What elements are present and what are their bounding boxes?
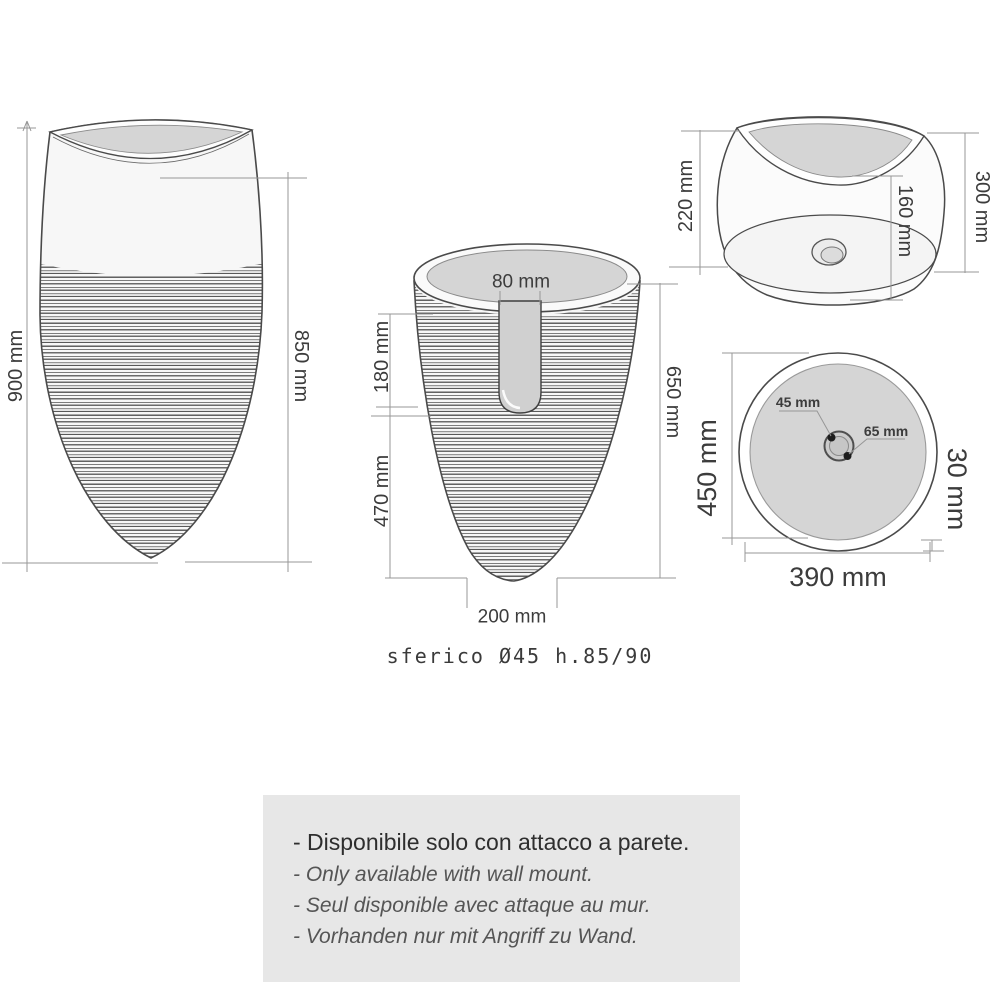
dim-top-inner-diameter-label: 390 mm	[789, 562, 887, 592]
top-view	[692, 353, 972, 592]
note-english: - Only available with wall mount.	[293, 863, 593, 886]
dim-drain-outer-label: 65 mm	[863, 423, 909, 439]
top-drain-marker-left	[828, 434, 836, 442]
note-french: - Seul disponible avec attaque au mur.	[293, 894, 651, 917]
dim-base-width-label: 200 mm	[477, 606, 547, 628]
dim-drain-hole-label: 45 mm	[775, 394, 821, 410]
dim-side-inner-depth-label: 160 mm	[894, 184, 916, 258]
side-view	[669, 117, 993, 305]
dim-slot-depth-label: 180 mm	[371, 320, 393, 394]
back-view	[371, 244, 684, 628]
dim-top-outer-diameter-label: 450 mm	[692, 419, 722, 517]
note-italian: - Disponibile solo con attacco a parete.	[293, 829, 690, 855]
availability-notes-box	[263, 795, 740, 982]
dim-lower-height-label: 470 mm	[371, 454, 393, 528]
side-drain-inner	[821, 247, 843, 263]
dim-front-height-label: 900 mm	[5, 329, 27, 403]
dim-side-back-height-label: 300 mm	[971, 170, 993, 244]
dim-base-width	[385, 578, 676, 628]
model-caption: sferico Ø45 h.85/90	[386, 644, 654, 668]
dim-slot-width-label: 80 mm	[491, 271, 551, 293]
front-stripes	[32, 262, 268, 564]
dim-top-rim-width-label: 30 mm	[942, 447, 972, 531]
dim-back-height-label: 650 mm	[662, 365, 684, 439]
front-view	[2, 120, 312, 572]
dim-front-basin-height-label: 850 mm	[290, 329, 312, 403]
dim-side-front-height-label: 220 mm	[675, 159, 697, 233]
note-german: - Vorhanden nur mit Angriff zu Wand.	[293, 925, 638, 948]
